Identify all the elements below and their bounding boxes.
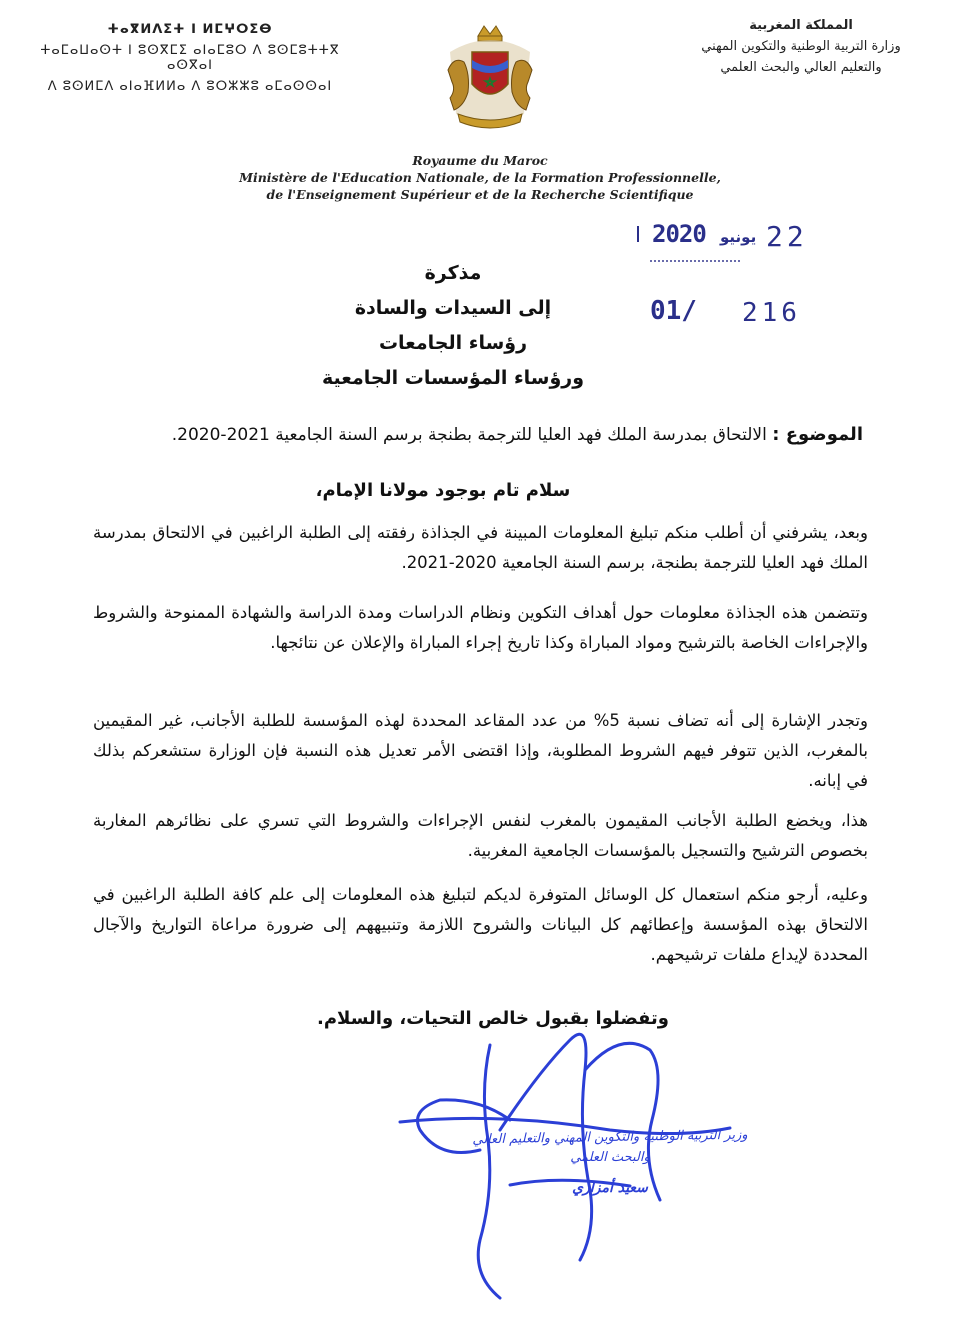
reference-stamp: [650, 296, 830, 332]
arabic-line-2: وزارة التربية الوطنية والتكوين المهني: [701, 39, 901, 54]
stamp-left-mark: [637, 226, 639, 242]
signature-stamp-line-1: وزير التربية الوطنية والتكوين المهني والتعليم العالي: [472, 1127, 748, 1148]
stamp-day: 22: [766, 220, 808, 253]
tifinagh-line-3: ⴷ ⵓⵙⵍⵎⴷ ⴰⵏⴰⴼⵍⵍⴰ ⴷ ⵓⵔⵣⵣⵓ ⴰⵎⴰⵙⵙⴰⵏ: [47, 79, 333, 94]
arabic-line-3: والتعليم العالي والبحث العلمي: [720, 60, 882, 75]
signature-stamp-name: سعيد أمزازي: [572, 1180, 648, 1196]
subject-text: الالتحاق بمدرسة الملك فهد العليا للترجمة بطنجة برسم السنة الجامعية 2021-2020.: [171, 425, 767, 445]
tifinagh-header: [20, 22, 360, 94]
paragraph-5: وعليه، أرجو منكم استعمال كل الوسائل المتوفرة لديكم لتبليغ هذه المعلومات إلى علم كافة الطلبة الراغبين في الالتحاق بهذه المؤسسة وإعطائهم كل البيانات والشروح اللازمة وتنبيههم إلى ضرورة مراعاة التواريخ والآجال المحددة لإيداع ملفات ترشيحهم.: [93, 885, 868, 964]
recipient-line-1: إلى السيدات والسادة: [354, 297, 552, 319]
recipient-line-2: رؤساء الجامعات: [378, 332, 528, 354]
ref-prefix: 01/: [650, 296, 697, 326]
signature-stamp-line-2: والبحث العلمي: [570, 1150, 650, 1165]
memo-title: مذكرة: [424, 262, 482, 284]
subject-line: [93, 424, 863, 445]
recipient-line-3: ورؤساء المؤسسات الجامعية: [321, 367, 585, 389]
stamp-dotted-line: [650, 260, 740, 262]
greeting: سلام تام بوجود مولانا الإمام،: [315, 480, 571, 501]
arabic-header: [681, 18, 921, 75]
tifinagh-line-1: ⵜⴰⴳⵍⴷⵉⵜ ⵏ ⵍⵎⵖⵔⵉⴱ: [107, 22, 273, 37]
tifinagh-line-2: ⵜⴰⵎⴰⵡⴰⵙⵜ ⵏ ⵓⵙⴳⵎⵉ ⴰⵏⴰⵎⵓⵔ ⴷ ⵓⵙⵎⵓⵜⵜⴳ ⴰⵙⴳⴰⵏ: [40, 43, 340, 73]
french-header: [200, 152, 760, 203]
paragraph-1: وبعد، يشرفني أن أطلب منكم تبليغ المعلومات المبينة في الجذاذة رفقته إلى الطلبة الراغبين في الالتحاق بمدرسة الملك فهد العليا للترجمة بطنجة، برسم السنة الجامعية 2020-2021.: [93, 523, 868, 572]
paragraph-3: وتجدر الإشارة إلى أنه تضاف نسبة 5% من عدد المقاعد المحددة لهذه المؤسسة للطلبة الأجانب، غير المقيمين بالمغرب، الذين تتوفر فيهم الشروط المطلوبة، وإذا اقتضى الأمر تعديل هذه النسبة فإن الوزارة ستشعركم بذلك في إبانه.: [93, 711, 868, 790]
arabic-line-1: المملكة المغربية: [749, 18, 853, 33]
closing-line: وتفضلوا بقبول خالص التحيات، والسلام.: [317, 1008, 669, 1029]
french-line-3: de l'Enseignement Supérieur et de la Recherche Scientifique: [266, 187, 694, 202]
french-line-1: Royaume du Maroc: [412, 153, 548, 168]
date-stamp: [636, 220, 836, 260]
subject-label: الموضوع :: [772, 424, 863, 445]
signature-stamp: [400, 1128, 820, 1198]
stamp-year: 2020: [652, 220, 706, 248]
paragraph-2: وتتضمن هذه الجذاذة معلومات حول أهداف التكوين ونظام الدراسات ومدة الدراسة والشهادة الممنوحة والشروط والإجراءات الخاصة بالترشيح ومواد المباراة وكذا تاريخ إجراء المباراة والإعلان عن نتائجها.: [93, 603, 868, 652]
ref-number: 216: [742, 298, 801, 328]
french-line-2: Ministère de l'Education Nationale, de la Formation Professionnelle,: [239, 170, 721, 185]
stamp-month: يونيو: [720, 228, 757, 246]
coat-of-arms-emblem: [440, 22, 540, 134]
paragraph-4: هذا، ويخضع الطلبة الأجانب المقيمون بالمغرب لنفس الإجراءات والشروط التي تسري على نظائرهم المغاربة بخصوص الترشيح والتسجيل بالمؤسسات الجامعية المغربية.: [93, 811, 868, 860]
